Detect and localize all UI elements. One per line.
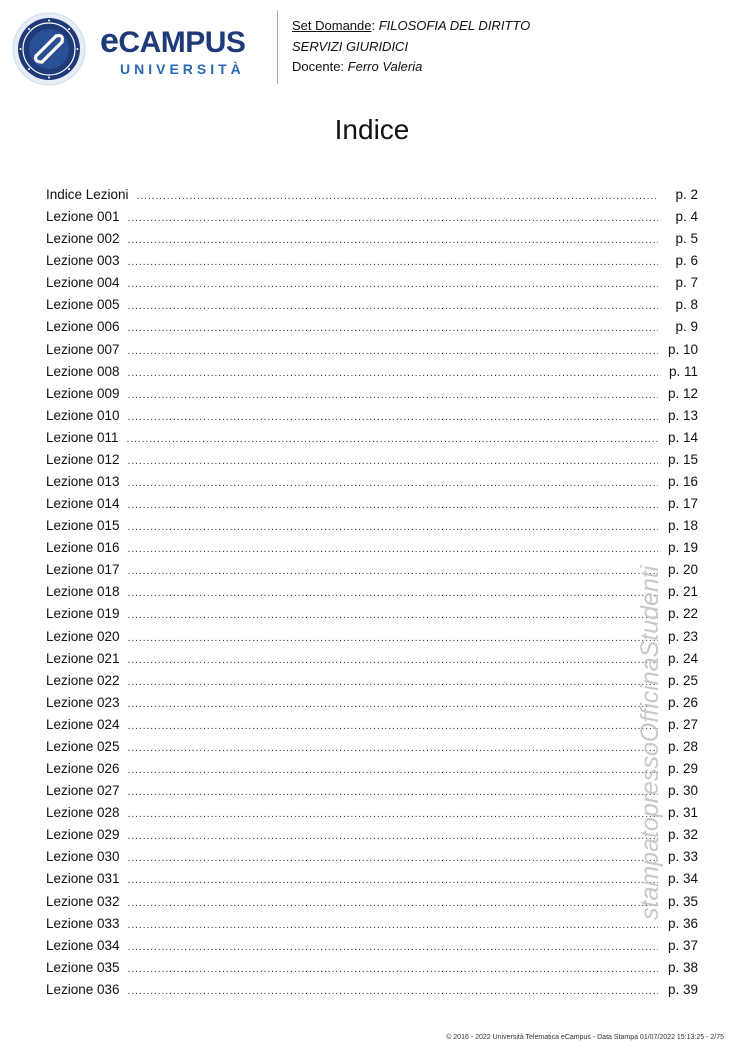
toc-dot-leader bbox=[128, 208, 658, 230]
toc-entry-label: Lezione 028 bbox=[46, 805, 120, 821]
page-header bbox=[0, 0, 744, 100]
toc-row[interactable] bbox=[46, 272, 698, 294]
toc-entry-label: Lezione 029 bbox=[46, 827, 120, 843]
toc-dot-leader bbox=[128, 230, 658, 252]
toc-dot-leader bbox=[128, 451, 658, 473]
page-footer: © 2016 - 2022 Università Telematica eCampus - Data Stampa 01/07/2022 15:13:25 - 2/75 bbox=[446, 1034, 724, 1041]
toc-dot-leader bbox=[128, 848, 658, 870]
toc-row[interactable] bbox=[46, 405, 698, 427]
toc-row[interactable] bbox=[46, 427, 698, 449]
toc-entry-label: Lezione 015 bbox=[46, 518, 120, 534]
toc-entry-label: Lezione 014 bbox=[46, 496, 120, 512]
toc-dot-leader bbox=[128, 407, 658, 429]
toc-row[interactable] bbox=[46, 824, 698, 846]
toc-row[interactable] bbox=[46, 868, 698, 890]
toc-page-number: p. 29 bbox=[667, 761, 698, 777]
toc-entry-label: Lezione 017 bbox=[46, 562, 120, 578]
toc-entry-label: Lezione 034 bbox=[46, 937, 120, 953]
toc-row[interactable] bbox=[46, 626, 698, 648]
toc-dot-leader bbox=[128, 495, 658, 517]
toc-dot-leader bbox=[128, 826, 658, 848]
toc-page-number: p. 6 bbox=[675, 253, 698, 269]
toc-row[interactable] bbox=[46, 913, 698, 935]
toc-row[interactable] bbox=[46, 250, 698, 272]
toc-page-number: p. 21 bbox=[667, 584, 698, 600]
toc-dot-leader bbox=[128, 583, 658, 605]
toc-page-number: p. 9 bbox=[675, 319, 698, 335]
ecampus-wordmark bbox=[100, 22, 246, 77]
toc-dot-leader bbox=[128, 804, 658, 826]
toc-page-number: p. 18 bbox=[667, 518, 698, 534]
toc-entry-label: Lezione 016 bbox=[46, 540, 120, 556]
toc-row[interactable] bbox=[46, 493, 698, 515]
toc-dot-leader bbox=[128, 363, 658, 385]
toc-row[interactable] bbox=[46, 228, 698, 250]
toc-entry-label: Lezione 003 bbox=[46, 253, 120, 269]
toc-entry-label: Lezione 020 bbox=[46, 628, 120, 644]
toc-dot-leader bbox=[128, 782, 658, 804]
course-name: SERVIZI GIURIDICI bbox=[292, 38, 409, 54]
toc-page-number: p. 32 bbox=[667, 827, 698, 843]
toc-page-number: p. 5 bbox=[675, 231, 698, 247]
toc-row[interactable] bbox=[46, 714, 698, 736]
toc-dot-leader bbox=[128, 760, 658, 782]
toc-page-number: p. 20 bbox=[667, 562, 698, 578]
toc-row[interactable] bbox=[46, 670, 698, 692]
toc-page-number: p. 34 bbox=[667, 871, 698, 887]
toc-dot-leader bbox=[128, 252, 658, 274]
toc-row[interactable] bbox=[46, 736, 698, 758]
toc-dot-leader bbox=[128, 694, 658, 716]
toc-entry-label: Lezione 011 bbox=[46, 429, 119, 445]
toc-entry-label: Lezione 025 bbox=[46, 738, 120, 754]
toc-dot-leader bbox=[128, 561, 658, 583]
toc-entry-label: Lezione 013 bbox=[46, 474, 120, 490]
toc-dot-leader bbox=[128, 385, 658, 407]
toc-dot-leader bbox=[128, 650, 658, 672]
toc-page-number: p. 36 bbox=[667, 915, 698, 931]
toc-entry-label: Lezione 004 bbox=[46, 275, 120, 291]
toc-page-number: p. 39 bbox=[667, 981, 698, 997]
set-value: FILOSOFIA DEL DIRITTO bbox=[378, 18, 531, 33]
toc-entry-label: Lezione 002 bbox=[46, 231, 120, 247]
toc-page-number: p. 11 bbox=[668, 363, 698, 379]
toc-row[interactable] bbox=[46, 471, 698, 493]
toc-entry-label: Lezione 036 bbox=[46, 981, 120, 997]
toc-dot-leader bbox=[128, 274, 658, 296]
toc-entry-label: Lezione 009 bbox=[46, 385, 120, 401]
toc-row[interactable] bbox=[46, 339, 698, 361]
toc-page-number: p. 35 bbox=[667, 893, 698, 909]
toc-page-number: p. 14 bbox=[667, 429, 698, 445]
toc-dot-leader bbox=[128, 296, 658, 318]
toc-dot-leader bbox=[128, 915, 658, 937]
toc-row[interactable] bbox=[46, 515, 698, 537]
brand-name bbox=[100, 22, 246, 60]
table-of-contents bbox=[46, 184, 698, 1001]
toc-row[interactable] bbox=[46, 294, 698, 316]
toc-entry-label: Lezione 027 bbox=[46, 783, 120, 799]
toc-page-number: p. 38 bbox=[667, 959, 698, 975]
toc-row[interactable] bbox=[46, 206, 698, 228]
toc-row[interactable] bbox=[46, 648, 698, 670]
toc-row[interactable] bbox=[46, 979, 698, 1001]
toc-dot-leader bbox=[128, 937, 658, 959]
toc-dot-leader bbox=[128, 870, 658, 892]
brand-subtitle: UNIVERSITÀ bbox=[120, 61, 245, 77]
watermark: stampatopressoOfficinaStudenti bbox=[636, 565, 664, 920]
toc-entry-label: Lezione 022 bbox=[46, 672, 120, 688]
toc-page-number: p. 23 bbox=[667, 628, 698, 644]
toc-dot-leader bbox=[128, 628, 658, 650]
toc-entry-label: Lezione 019 bbox=[46, 606, 120, 622]
toc-page-number: p. 17 bbox=[667, 496, 698, 512]
toc-dot-leader bbox=[128, 539, 658, 561]
set-label: Set Domande bbox=[292, 18, 372, 33]
toc-page-number: p. 30 bbox=[667, 783, 698, 799]
toc-entry-label: Lezione 012 bbox=[46, 451, 120, 467]
toc-row[interactable] bbox=[46, 537, 698, 559]
toc-page-number: p. 7 bbox=[675, 275, 698, 291]
toc-entry-label: Lezione 035 bbox=[46, 959, 120, 975]
toc-row[interactable] bbox=[46, 802, 698, 824]
toc-page-number: p. 26 bbox=[667, 694, 698, 710]
toc-entry-label: Lezione 031 bbox=[46, 871, 120, 887]
toc-entry-label: Lezione 010 bbox=[46, 407, 120, 423]
toc-page-number: p. 25 bbox=[667, 672, 698, 688]
toc-entry-label: Lezione 032 bbox=[46, 893, 120, 909]
toc-row[interactable] bbox=[46, 692, 698, 714]
toc-dot-leader bbox=[128, 517, 658, 539]
page-title: Indice bbox=[334, 114, 410, 145]
toc-dot-leader bbox=[128, 473, 658, 495]
toc-row[interactable] bbox=[46, 846, 698, 868]
toc-page-number: p. 27 bbox=[667, 716, 698, 732]
toc-row[interactable] bbox=[46, 891, 698, 913]
toc-dot-leader bbox=[127, 429, 658, 451]
toc-page-number: p. 16 bbox=[667, 474, 698, 490]
toc-row[interactable] bbox=[46, 957, 698, 979]
toc-dot-leader bbox=[128, 981, 658, 1003]
toc-page-number: p. 24 bbox=[667, 650, 698, 666]
toc-entry-label: Lezione 033 bbox=[46, 915, 120, 931]
toc-row[interactable] bbox=[46, 581, 698, 603]
toc-page-number: p. 19 bbox=[667, 540, 698, 556]
header-divider bbox=[277, 10, 278, 84]
toc-row[interactable] bbox=[46, 758, 698, 780]
brand-name-e: e bbox=[100, 22, 119, 60]
teacher-name: Ferro Valeria bbox=[347, 59, 423, 74]
toc-entry-label: Lezione 007 bbox=[46, 341, 120, 357]
toc-row[interactable] bbox=[46, 361, 698, 383]
toc-entry-label: Lezione 005 bbox=[46, 297, 120, 313]
toc-entry-label: Lezione 018 bbox=[46, 584, 120, 600]
toc-page-number: p. 8 bbox=[675, 297, 698, 313]
toc-row[interactable] bbox=[46, 935, 698, 957]
toc-page-number: p. 15 bbox=[667, 451, 698, 467]
toc-entry-label: Lezione 006 bbox=[46, 319, 120, 335]
set-line: Set Domande: FILOSOFIA DEL DIRITTO bbox=[292, 18, 531, 33]
toc-entry-label: Lezione 001 bbox=[46, 209, 120, 225]
toc-entry-label: Indice Lezioni bbox=[46, 187, 129, 202]
toc-entry-label: Lezione 030 bbox=[46, 849, 120, 865]
toc-page-number: p. 2 bbox=[675, 187, 698, 202]
toc-entry-label: Lezione 026 bbox=[46, 761, 120, 777]
toc-entry-label: Lezione 023 bbox=[46, 694, 120, 710]
toc-page-number: p. 10 bbox=[667, 341, 698, 357]
toc-row[interactable] bbox=[46, 449, 698, 471]
toc-dot-leader bbox=[128, 738, 658, 760]
toc-page-number: p. 31 bbox=[667, 805, 698, 821]
toc-row[interactable] bbox=[46, 184, 698, 206]
toc-row[interactable] bbox=[46, 780, 698, 802]
toc-row[interactable] bbox=[46, 603, 698, 625]
toc-row[interactable] bbox=[46, 316, 698, 338]
toc-row[interactable] bbox=[46, 559, 698, 581]
toc-entry-label: Lezione 008 bbox=[46, 363, 120, 379]
toc-page-number: p. 33 bbox=[667, 849, 698, 865]
toc-dot-leader bbox=[128, 318, 658, 340]
toc-dot-leader bbox=[137, 186, 658, 208]
course-meta bbox=[292, 16, 530, 78]
toc-row[interactable] bbox=[46, 383, 698, 405]
toc-page-number: p. 22 bbox=[667, 606, 698, 622]
toc-page-number: p. 13 bbox=[667, 407, 698, 423]
toc-dot-leader bbox=[128, 959, 658, 981]
teacher-label: Docente: bbox=[292, 59, 345, 74]
brand-name-rest: CAMPUS bbox=[118, 26, 246, 59]
toc-page-number: p. 4 bbox=[675, 209, 698, 225]
toc-dot-leader bbox=[128, 672, 658, 694]
toc-dot-leader bbox=[128, 716, 658, 738]
toc-entry-label: Lezione 021 bbox=[46, 650, 120, 666]
toc-entry-label: Lezione 024 bbox=[46, 716, 120, 732]
toc-page-number: p. 12 bbox=[667, 385, 698, 401]
toc-dot-leader bbox=[128, 341, 658, 363]
teacher-line bbox=[292, 57, 530, 78]
toc-page-number: p. 37 bbox=[667, 937, 698, 953]
toc-page-number: p. 28 bbox=[667, 738, 698, 754]
ecampus-seal-logo bbox=[12, 12, 86, 86]
toc-dot-leader bbox=[128, 893, 658, 915]
toc-dot-leader bbox=[128, 605, 658, 627]
